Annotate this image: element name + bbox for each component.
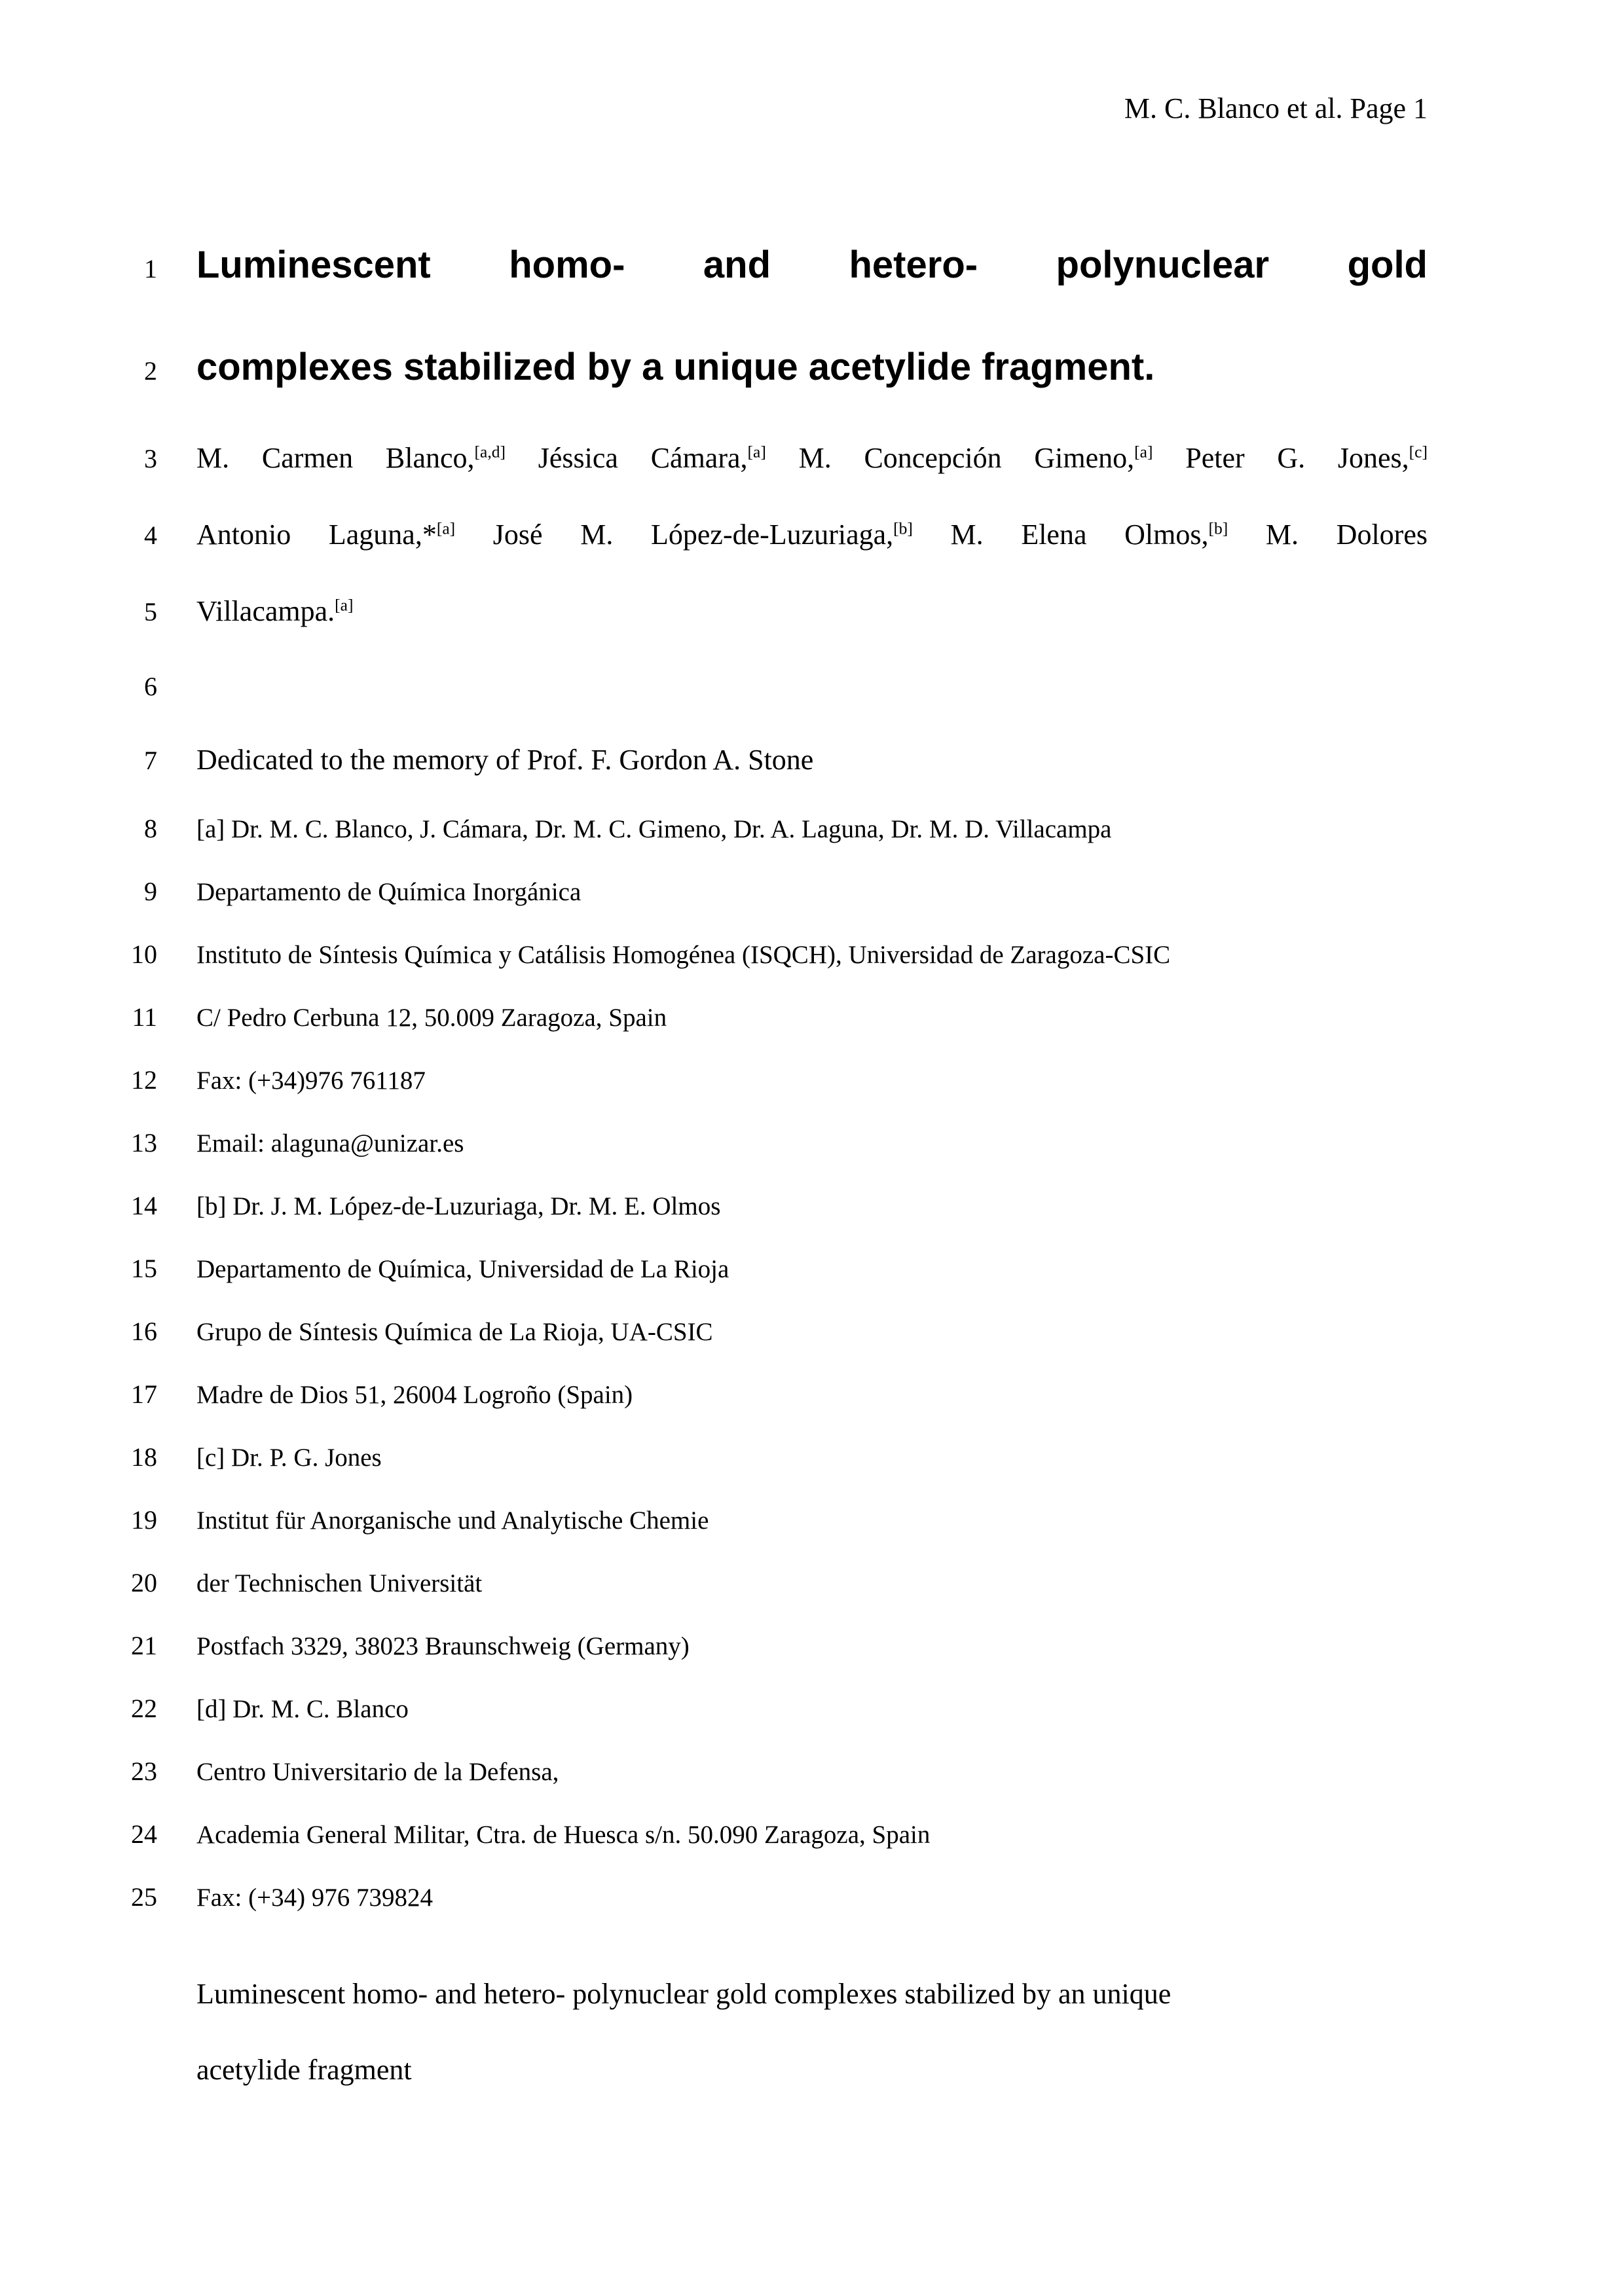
affiliation-text: der Technischen Universität [196,1569,483,1597]
line-number: 17 [131,1379,157,1409]
line-number: 5 [144,597,157,627]
line-number: 8 [144,814,157,843]
author-name: Antonio Laguna,* [196,519,437,551]
line-number: 3 [144,444,157,473]
affiliation-marker: [a] [1134,442,1153,462]
affiliation-text: Departamento de Química, Universidad de La Rioja [196,1255,729,1283]
line-number: 12 [131,1065,157,1095]
affiliation-marker: [a] [335,595,354,615]
affiliation-text: Centro Universitario de la Defensa, [196,1758,559,1786]
author-name: Peter G. Jones, [1153,442,1409,474]
affiliation-line [105,1740,1428,1803]
line-number: 21 [131,1631,157,1660]
affiliation-text: Instituto de Síntesis Química y Catálisis Homogénea (ISQCH), Universidad de Zaragoza-CSIC [196,941,1171,969]
affiliation-text: [c] Dr. P. G. Jones [196,1444,382,1472]
affiliation-line [105,1489,1428,1552]
author-name: Villacampa. [196,595,335,627]
affiliation-line [105,1300,1428,1363]
author-name: M. Concepción Gimeno, [766,442,1135,474]
affiliation-text: [a] Dr. M. C. Blanco, J. Cámara, Dr. M. C. Gimeno, Dr. A. Laguna, Dr. M. D. Villacampa [196,815,1112,843]
page-header: M. C. Blanco et al. Page 1 [1124,92,1428,124]
author-line-2 [105,497,1428,574]
line-number: 9 [144,877,157,906]
affiliation-line [105,1866,1428,1929]
title-line-2 [105,318,1428,420]
running-title-text: acetylide fragment [196,2054,412,2086]
line-number: 4 [144,520,157,550]
running-title-block [105,1956,1428,2108]
affiliation-line [105,797,1428,860]
affiliation-text: Fax: (+34)976 761187 [196,1066,426,1095]
dedication-text: Dedicated to the memory of Prof. F. Gordon A. Stone [196,744,814,776]
affiliation-marker: [c] [1409,442,1428,462]
line-number: 18 [131,1442,157,1472]
affiliation-line [105,1803,1428,1866]
affiliation-line [105,1677,1428,1740]
title-line-1 [105,216,1428,318]
affiliation-text: C/ Pedro Cerbuna 12, 50.009 Zaragoza, Spain [196,1004,667,1032]
affiliation-line [105,860,1428,923]
title-text: complexes stabilized by a unique acetylide fragment. [196,346,1155,388]
running-title-line-1 [105,1956,1428,2032]
affiliation-marker: [b] [893,519,913,538]
line-number: 19 [131,1505,157,1535]
affiliation-line [105,1175,1428,1237]
line-number: 20 [131,1568,157,1597]
author-line-3 [105,574,1428,650]
line-number: 25 [131,1882,157,1912]
author-text [196,497,1428,573]
author-line-1 [105,420,1428,497]
affiliation-marker: [a] [747,442,766,462]
affiliation-marker: [a] [436,519,456,538]
line-number: 22 [131,1694,157,1723]
affiliation-text: Fax: (+34) 976 739824 [196,1884,434,1912]
line-number: 7 [144,746,157,775]
affiliation-text: Academia General Militar, Ctra. de Huesca s/n. 50.090 Zaragoza, Spain [196,1821,931,1849]
title-text: Luminescent homo- and hetero- polynuclear gold [196,244,1428,286]
author-name: M. Dolores [1228,519,1428,551]
affiliation-line [105,1614,1428,1677]
affiliation-text: Madre de Dios 51, 26004 Logroño (Spain) [196,1381,633,1409]
affiliation-line [105,1237,1428,1300]
affiliation-line [105,1049,1428,1112]
affiliation-text: Grupo de Síntesis Química de La Rioja, UA-CSIC [196,1318,713,1346]
line-number: 24 [131,1819,157,1849]
author-name: M. Carmen Blanco, [196,442,475,474]
affiliation-text: Departamento de Química Inorgánica [196,878,581,906]
affiliation-text: [b] Dr. J. M. López-de-Luzuriaga, Dr. M. E. Olmos [196,1192,721,1220]
author-text [196,574,1428,649]
line-number: 14 [131,1191,157,1220]
blank-line [105,650,1428,723]
affiliation-text: [d] Dr. M. C. Blanco [196,1695,409,1723]
line-number: 23 [131,1757,157,1786]
line-number: 13 [131,1128,157,1157]
affiliation-line [105,1112,1428,1175]
affiliation-marker: [b] [1208,519,1228,538]
line-number: 6 [144,672,157,701]
affiliation-line [105,1426,1428,1489]
affiliation-text: Institut für Anorganische und Analytische Chemie [196,1506,709,1535]
running-title-text: Luminescent homo- and hetero- polynuclear gold complexes stabilized by an unique [196,1978,1172,2010]
affiliation-text: Postfach 3329, 38023 Braunschweig (Germany) [196,1632,690,1660]
author-name: Jéssica Cámara, [506,442,748,474]
line-number: 16 [131,1317,157,1346]
affiliation-line [105,1552,1428,1614]
dedication-line [105,723,1428,797]
line-number: 10 [131,939,157,969]
affiliation-line [105,923,1428,986]
affiliation-marker: [a,d] [474,442,506,462]
line-number: 11 [132,1002,157,1032]
line-number: 1 [144,254,157,283]
affiliation-text: Email: alaguna@unizar.es [196,1129,464,1157]
author-name: M. Elena Olmos, [912,519,1209,551]
running-title-line-2 [105,2032,1428,2108]
affiliation-line [105,986,1428,1049]
line-number: 2 [144,356,157,386]
manuscript-body [105,216,1428,2108]
affiliation-line [105,1363,1428,1426]
author-name: José M. López-de-Luzuriaga, [455,519,894,551]
line-number: 15 [131,1254,157,1283]
author-text [196,420,1428,496]
